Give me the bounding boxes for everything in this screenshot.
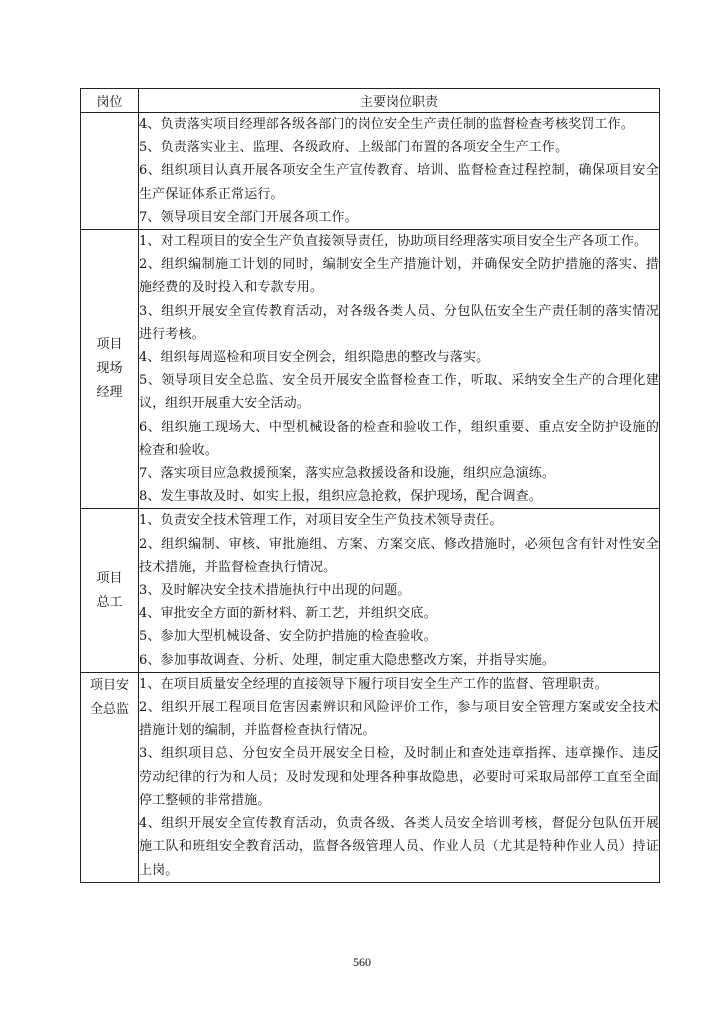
role-cell bbox=[81, 509, 139, 672]
role-label: 项目总工 bbox=[96, 570, 123, 610]
duty-item: 7、落实项目应急救援预案，落实应急救援设备和设施，组织应急演练。 bbox=[139, 466, 556, 482]
header-role: 岗位 bbox=[81, 89, 139, 113]
duty-item: 4、审批安全方面的新材料、新工艺，并组织交底。 bbox=[139, 606, 437, 622]
duty-item: 6、组织项目认真开展各项安全生产宣传教育、培训、监督检查过程控制，确保项目安全生产保证体系正常运行。 bbox=[139, 163, 659, 202]
duty-item: 1、负责安全技术管理工作，对项目安全生产负技术领导责任。 bbox=[139, 513, 503, 529]
duty-item: 3、及时解决安全技术措施执行中出现的问题。 bbox=[139, 583, 411, 599]
header-duty: 主要岗位职责 bbox=[139, 89, 660, 113]
page-number: 560 bbox=[353, 955, 371, 969]
role-label: 项目现场经理 bbox=[96, 337, 123, 401]
duty-cell bbox=[139, 230, 660, 509]
role-cell bbox=[81, 672, 139, 882]
duty-item: 2、组织编制施工计划的同时，编制安全生产措施计划，并确保安全防护措施的落实、措施经费的及时投入和专款专用。 bbox=[139, 257, 659, 296]
role-cell bbox=[81, 230, 139, 509]
duty-item: 1、在项目质量安全经理的直接领导下履行项目安全生产工作的监督、管理职责。 bbox=[139, 676, 608, 692]
table-header-row bbox=[81, 89, 660, 113]
table-row bbox=[81, 509, 660, 672]
duty-item: 7、领导项目安全部门开展各项工作。 bbox=[139, 209, 358, 225]
duty-item: 3、组织项目总、分包安全员开展安全日检，及时制止和查处违章指挥、违章操作、违反劳动纪律的行为和人员；及时发现和处理各种事故隐患，必要时可采取局部停工直至全面停工整顿的非常措施。 bbox=[139, 746, 659, 808]
duty-cell bbox=[139, 113, 660, 230]
duty-cell bbox=[139, 672, 660, 882]
duty-item: 6、参加事故调查、分析、处理，制定重大隐患整改方案，并指导实施。 bbox=[139, 652, 556, 668]
duty-cell bbox=[139, 509, 660, 672]
table-row bbox=[81, 672, 660, 882]
duty-item: 2、组织编制、审核、审批施组、方案、方案交底、修改措施时，必须包含有针对性安全技术措施，并监督检查执行情况。 bbox=[139, 536, 659, 575]
duty-item: 5、负责落实业主、监理、各级政府、上级部门布置的各项安全生产工作。 bbox=[139, 140, 569, 156]
table-row bbox=[81, 230, 660, 509]
duty-item: 8、发生事故及时、如实上报，组织应急抢救，保护现场，配合调查。 bbox=[139, 489, 542, 505]
role-label: 项目安全总监 bbox=[89, 677, 129, 717]
duty-item: 6、组织施工现场大、中型机械设备的检查和验收工作，组织重要、重点安全防护设施的检查和验收。 bbox=[139, 419, 659, 458]
duty-item: 1、对工程项目的安全生产负直接领导责任，协助项目经理落实项目安全生产各项工作。 bbox=[139, 234, 648, 250]
duty-item: 5、参加大型机械设备、安全防护措施的检查验收。 bbox=[139, 629, 437, 645]
duty-item: 2、组织开展工程项目危害因素辨识和风险评价工作，参与项目安全管理方案或安全技术措施计划的编制，并监督检查执行情况。 bbox=[139, 700, 659, 739]
table-row bbox=[81, 113, 660, 230]
duty-item: 3、组织开展安全宣传教育活动，对各级各类人员、分包队伍安全生产责任制的落实情况进行考核。 bbox=[139, 303, 659, 342]
role-cell bbox=[81, 113, 139, 230]
duty-item: 4、负责落实项目经理部各级各部门的岗位安全生产责任制的监督检查考核奖罚工作。 bbox=[139, 117, 634, 132]
duty-item: 4、组织每周巡检和项目安全例会，组织隐患的整改与落实。 bbox=[139, 350, 490, 366]
duty-item: 4、组织开展安全宣传教育活动，负责各级、各类人员安全培训考核，督促分包队伍开展施工队和班组安全教育活动，监督各级管理人员、作业人员（尤其是特种作业人员）持证上岗。 bbox=[139, 816, 659, 878]
duty-item: 5、领导项目安全总监、安全员开展安全监督检查工作，听取、采纳安全生产的合理化建议，组织开展重大安全活动。 bbox=[139, 373, 659, 412]
responsibility-table bbox=[80, 88, 660, 883]
